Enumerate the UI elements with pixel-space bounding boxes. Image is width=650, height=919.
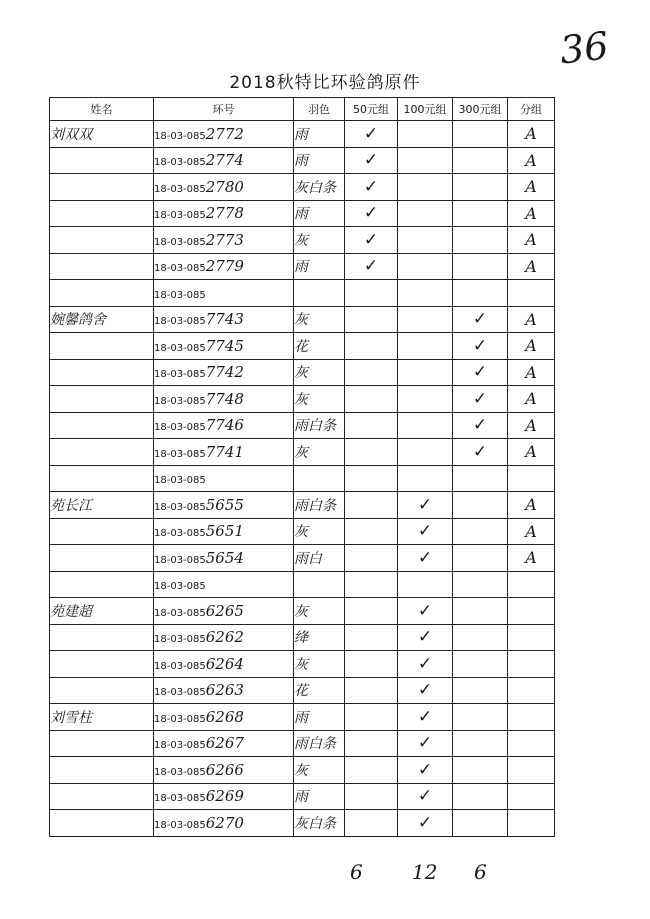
ring-number: 2780 (205, 177, 244, 196)
table-row (50, 518, 555, 545)
check-100-cell (398, 280, 453, 307)
check-50-cell (345, 598, 398, 625)
check-50-cell (345, 492, 398, 519)
plumage-color-cell: 雨 (294, 147, 345, 174)
plumage-color-cell (294, 280, 345, 307)
ring-cell (154, 147, 294, 174)
plumage-color-cell: 雨 (294, 200, 345, 227)
check-100-cell: ✓ (398, 704, 453, 731)
ring-cell (154, 412, 294, 439)
check-300-cell (453, 704, 508, 731)
header-ring: 环号 (154, 98, 294, 121)
ring-cell (154, 465, 294, 492)
owner-cell (50, 651, 154, 678)
plumage-color-cell: 灰 (294, 439, 345, 466)
ring-prefix: 18-03-085 (154, 130, 206, 142)
check-100-cell: ✓ (398, 598, 453, 625)
check-300-cell: ✓ (453, 412, 508, 439)
check-100-cell: ✓ (398, 492, 453, 519)
total-100-group: 12 (412, 860, 438, 884)
check-100-cell (398, 333, 453, 360)
ring-number: 6262 (205, 628, 244, 647)
owner-cell (50, 757, 154, 784)
plumage-color-cell: 花 (294, 677, 345, 704)
check-300-cell (453, 810, 508, 837)
table-row (50, 121, 555, 148)
total-300-group: 6 (474, 860, 487, 884)
plumage-color-cell: 灰 (294, 306, 345, 333)
ring-number: 5654 (205, 548, 244, 567)
check-50-cell (345, 730, 398, 757)
group-cell: A (508, 386, 555, 413)
check-100-cell: ✓ (398, 730, 453, 757)
ring-number: 5651 (205, 522, 244, 541)
check-50-cell (345, 783, 398, 810)
group-cell (508, 571, 555, 598)
ring-cell (154, 704, 294, 731)
group-cell (508, 280, 555, 307)
check-100-cell (398, 571, 453, 598)
check-50-cell: ✓ (345, 200, 398, 227)
header-owner: 姓名 (50, 98, 154, 121)
owner-cell: 苑长江 (50, 492, 154, 519)
check-100-cell (398, 253, 453, 280)
ring-cell (154, 174, 294, 201)
table-row (50, 412, 555, 439)
check-100-cell: ✓ (398, 624, 453, 651)
group-cell: A (508, 227, 555, 254)
page-number: 36 (557, 23, 611, 73)
group-cell: A (508, 412, 555, 439)
check-50-cell: ✓ (345, 174, 398, 201)
ring-prefix: 18-03-085 (154, 183, 206, 195)
table-row (50, 386, 555, 413)
ring-prefix: 18-03-085 (154, 369, 206, 381)
check-300-cell (453, 624, 508, 651)
table-row (50, 624, 555, 651)
ring-cell (154, 518, 294, 545)
ring-number: 6266 (205, 760, 244, 779)
plumage-color-cell: 灰 (294, 651, 345, 678)
check-100-cell: ✓ (398, 677, 453, 704)
ring-prefix: 18-03-085 (154, 687, 206, 699)
check-50-cell (345, 651, 398, 678)
plumage-color-cell: 灰 (294, 518, 345, 545)
group-cell (508, 465, 555, 492)
owner-cell: 刘双双 (50, 121, 154, 148)
ring-number: 7742 (205, 363, 244, 382)
ring-number: 6267 (205, 734, 244, 753)
group-cell (508, 810, 555, 837)
check-100-cell (398, 439, 453, 466)
check-100-cell: ✓ (398, 518, 453, 545)
table-row (50, 677, 555, 704)
table-row (50, 783, 555, 810)
check-300-cell (453, 757, 508, 784)
ring-cell (154, 386, 294, 413)
check-100-cell (398, 121, 453, 148)
plumage-color-cell: 雨白条 (294, 492, 345, 519)
check-100-cell (398, 200, 453, 227)
check-50-cell (345, 280, 398, 307)
ring-cell (154, 253, 294, 280)
table-row (50, 704, 555, 731)
ring-prefix: 18-03-085 (154, 316, 206, 328)
plumage-color-cell: 雨白 (294, 545, 345, 572)
ring-cell (154, 333, 294, 360)
check-300-cell (453, 465, 508, 492)
table-row (50, 253, 555, 280)
owner-cell (50, 810, 154, 837)
plumage-color-cell: 灰 (294, 757, 345, 784)
ring-number: 7746 (205, 416, 244, 435)
check-100-cell: ✓ (398, 545, 453, 572)
table-row (50, 730, 555, 757)
check-100-cell (398, 412, 453, 439)
check-50-cell (345, 545, 398, 572)
ring-number: 7743 (205, 310, 244, 329)
ring-number: 6264 (205, 654, 244, 673)
header-color: 羽色 (294, 98, 345, 121)
plumage-color-cell: 灰 (294, 598, 345, 625)
ring-prefix: 18-03-085 (154, 660, 206, 672)
ring-cell (154, 757, 294, 784)
table-row (50, 598, 555, 625)
plumage-color-cell: 灰白条 (294, 810, 345, 837)
group-cell (508, 757, 555, 784)
owner-cell (50, 677, 154, 704)
owner-cell (50, 253, 154, 280)
owner-cell (50, 227, 154, 254)
check-300-cell: ✓ (453, 359, 508, 386)
ring-number: 6268 (205, 707, 244, 726)
check-50-cell: ✓ (345, 147, 398, 174)
group-cell (508, 704, 555, 731)
ring-number: 6265 (205, 601, 244, 620)
check-300-cell: ✓ (453, 386, 508, 413)
owner-cell: 苑建超 (50, 598, 154, 625)
check-100-cell: ✓ (398, 651, 453, 678)
group-cell: A (508, 306, 555, 333)
owner-cell (50, 147, 154, 174)
group-cell: A (508, 147, 555, 174)
ring-cell (154, 571, 294, 598)
owner-cell (50, 200, 154, 227)
ring-cell (154, 439, 294, 466)
check-50-cell (345, 333, 398, 360)
group-cell: A (508, 121, 555, 148)
owner-cell (50, 412, 154, 439)
check-50-cell (345, 810, 398, 837)
check-100-cell (398, 147, 453, 174)
plumage-color-cell: 雨白条 (294, 730, 345, 757)
ring-cell (154, 121, 294, 148)
table-row (50, 810, 555, 837)
check-50-cell (345, 677, 398, 704)
total-50-group: 6 (350, 860, 363, 884)
ring-number: 7748 (205, 389, 244, 408)
ring-cell (154, 677, 294, 704)
ring-prefix: 18-03-085 (154, 422, 206, 434)
check-300-cell (453, 651, 508, 678)
header-50-group: 50元组 (345, 98, 398, 121)
ring-cell (154, 783, 294, 810)
group-cell: A (508, 253, 555, 280)
ring-prefix: 18-03-085 (154, 554, 206, 566)
owner-cell (50, 730, 154, 757)
table-row (50, 333, 555, 360)
table-row (50, 359, 555, 386)
group-cell (508, 783, 555, 810)
owner-cell (50, 624, 154, 651)
check-100-cell: ✓ (398, 757, 453, 784)
check-100-cell (398, 465, 453, 492)
check-100-cell (398, 227, 453, 254)
ring-prefix: 18-03-085 (154, 263, 206, 275)
owner-cell (50, 280, 154, 307)
check-300-cell (453, 730, 508, 757)
plumage-color-cell: 灰 (294, 359, 345, 386)
ring-number: 7741 (205, 442, 244, 461)
check-300-cell (453, 783, 508, 810)
ring-cell (154, 651, 294, 678)
check-300-cell (453, 227, 508, 254)
check-50-cell (345, 386, 398, 413)
plumage-color-cell: 花 (294, 333, 345, 360)
ring-prefix: 18-03-085 (154, 157, 206, 169)
ring-cell (154, 730, 294, 757)
header-group: 分组 (508, 98, 555, 121)
check-50-cell (345, 571, 398, 598)
check-300-cell (453, 253, 508, 280)
plumage-color-cell: 灰 (294, 386, 345, 413)
table-row (50, 174, 555, 201)
check-300-cell: ✓ (453, 439, 508, 466)
check-300-cell (453, 492, 508, 519)
table-row (50, 439, 555, 466)
ring-number: 2774 (205, 151, 244, 170)
ring-number: 6269 (205, 787, 244, 806)
ring-prefix: 18-03-085 (154, 713, 206, 725)
owner-cell: 刘雪柱 (50, 704, 154, 731)
group-cell (508, 677, 555, 704)
owner-cell (50, 359, 154, 386)
table-row (50, 147, 555, 174)
plumage-color-cell: 灰白条 (294, 174, 345, 201)
plumage-color-cell: 雨 (294, 121, 345, 148)
plumage-color-cell: 雨 (294, 253, 345, 280)
ring-prefix: 18-03-085 (154, 793, 206, 805)
group-cell: A (508, 333, 555, 360)
ring-cell (154, 810, 294, 837)
check-300-cell (453, 147, 508, 174)
plumage-color-cell (294, 571, 345, 598)
table-header-row (50, 98, 555, 121)
ring-cell (154, 200, 294, 227)
check-50-cell: ✓ (345, 121, 398, 148)
check-100-cell (398, 306, 453, 333)
ring-prefix: 18-03-085 (154, 448, 206, 460)
group-cell: A (508, 492, 555, 519)
check-300-cell: ✓ (453, 306, 508, 333)
form-title: 2018秋特比环验鸽原件 (229, 73, 421, 93)
table-row (50, 280, 555, 307)
ring-number: 7745 (205, 336, 244, 355)
check-300-cell (453, 598, 508, 625)
ring-prefix: 18-03-085 (154, 236, 206, 248)
check-300-cell (453, 200, 508, 227)
check-300-cell (453, 677, 508, 704)
owner-cell (50, 571, 154, 598)
check-50-cell (345, 306, 398, 333)
check-50-cell: ✓ (345, 227, 398, 254)
check-300-cell: ✓ (453, 333, 508, 360)
table-row (50, 757, 555, 784)
ring-cell (154, 227, 294, 254)
plumage-color-cell (294, 465, 345, 492)
group-cell: A (508, 200, 555, 227)
ring-prefix: 18-03-085 (154, 581, 206, 593)
plumage-color-cell: 雨 (294, 783, 345, 810)
plumage-color-cell: 灰 (294, 227, 345, 254)
ring-cell (154, 492, 294, 519)
ring-number: 2773 (205, 230, 244, 249)
ring-cell (154, 306, 294, 333)
ring-prefix: 18-03-085 (154, 528, 206, 540)
check-300-cell (453, 518, 508, 545)
owner-cell (50, 333, 154, 360)
check-50-cell (345, 757, 398, 784)
owner-cell (50, 439, 154, 466)
check-300-cell (453, 121, 508, 148)
owner-cell (50, 518, 154, 545)
group-cell (508, 624, 555, 651)
check-50-cell (345, 359, 398, 386)
ring-prefix: 18-03-085 (154, 634, 206, 646)
ring-number: 6263 (205, 681, 244, 700)
ring-number: 5655 (205, 495, 244, 514)
ring-prefix: 18-03-085 (154, 210, 206, 222)
ring-cell (154, 280, 294, 307)
ring-number: 2778 (205, 204, 244, 223)
ring-prefix: 18-03-085 (154, 395, 206, 407)
ring-prefix: 18-03-085 (154, 819, 206, 831)
entry-table (49, 97, 555, 837)
check-50-cell (345, 704, 398, 731)
ring-cell (154, 359, 294, 386)
ring-number: 6270 (205, 813, 244, 832)
owner-cell (50, 465, 154, 492)
plumage-color-cell: 雨 (294, 704, 345, 731)
group-cell: A (508, 439, 555, 466)
group-cell: A (508, 518, 555, 545)
group-cell (508, 730, 555, 757)
ring-prefix: 18-03-085 (154, 501, 206, 513)
owner-cell: 婉馨鸽舍 (50, 306, 154, 333)
check-100-cell (398, 386, 453, 413)
check-50-cell (345, 465, 398, 492)
check-300-cell (453, 571, 508, 598)
ring-prefix: 18-03-085 (154, 766, 206, 778)
table-row (50, 306, 555, 333)
table-row (50, 492, 555, 519)
ring-cell (154, 545, 294, 572)
check-50-cell (345, 439, 398, 466)
check-100-cell (398, 359, 453, 386)
table-row (50, 571, 555, 598)
ring-prefix: 18-03-085 (154, 475, 206, 487)
plumage-color-cell: 绛 (294, 624, 345, 651)
owner-cell (50, 545, 154, 572)
group-cell: A (508, 174, 555, 201)
header-300-group: 300元组 (453, 98, 508, 121)
group-cell: A (508, 359, 555, 386)
ring-number: 2772 (205, 124, 244, 143)
group-cell (508, 651, 555, 678)
owner-cell (50, 386, 154, 413)
check-50-cell (345, 412, 398, 439)
header-100-group: 100元组 (398, 98, 453, 121)
owner-cell (50, 174, 154, 201)
group-cell (508, 598, 555, 625)
ring-cell (154, 624, 294, 651)
ring-prefix: 18-03-085 (154, 607, 206, 619)
check-50-cell (345, 624, 398, 651)
ring-prefix: 18-03-085 (154, 289, 206, 301)
table-row (50, 227, 555, 254)
table-row (50, 545, 555, 572)
ring-cell (154, 598, 294, 625)
check-50-cell (345, 518, 398, 545)
check-100-cell (398, 174, 453, 201)
group-cell: A (508, 545, 555, 572)
ring-number: 2779 (205, 257, 244, 276)
owner-cell (50, 783, 154, 810)
plumage-color-cell: 雨白条 (294, 412, 345, 439)
ring-prefix: 18-03-085 (154, 342, 206, 354)
check-100-cell: ✓ (398, 810, 453, 837)
table-row (50, 651, 555, 678)
check-50-cell: ✓ (345, 253, 398, 280)
check-300-cell (453, 545, 508, 572)
check-300-cell (453, 174, 508, 201)
ring-prefix: 18-03-085 (154, 740, 206, 752)
table-row (50, 200, 555, 227)
check-100-cell: ✓ (398, 783, 453, 810)
table-row (50, 465, 555, 492)
check-300-cell (453, 280, 508, 307)
